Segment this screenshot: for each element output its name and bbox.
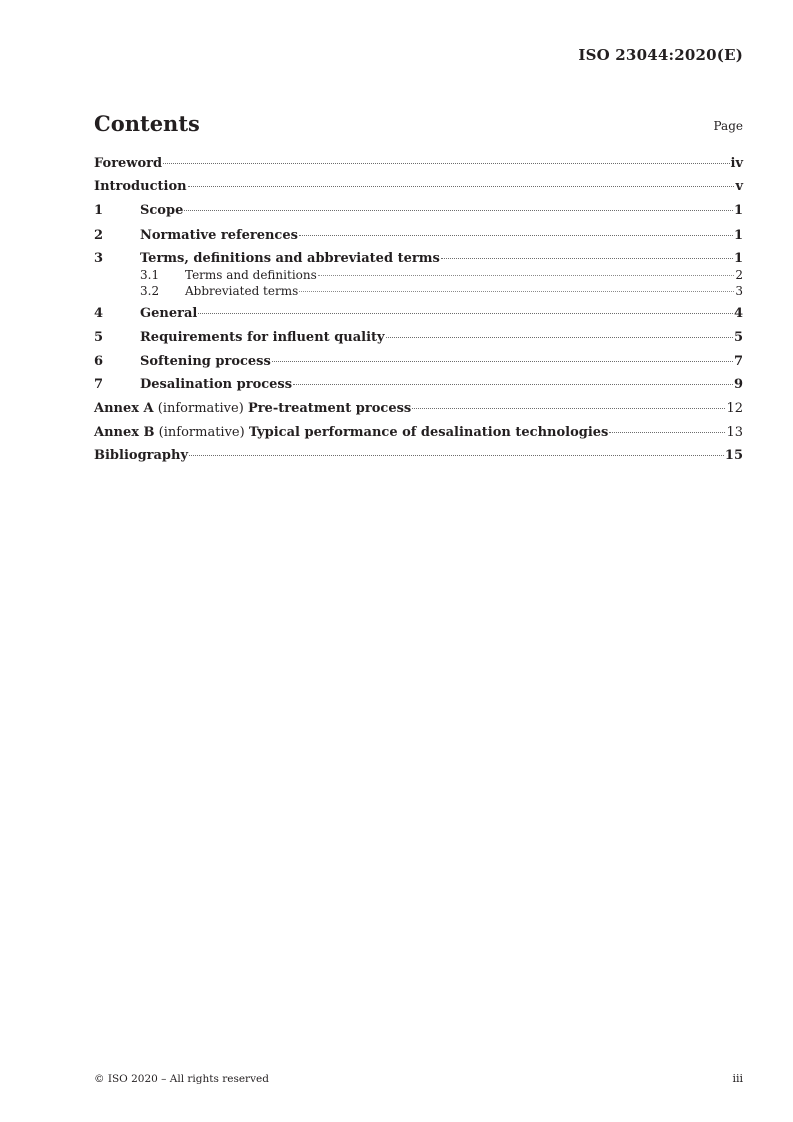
toc-entry-normative-references[interactable] — [94, 228, 743, 244]
dot-leader — [318, 275, 735, 276]
annex-label: Annex A — [94, 401, 154, 416]
toc-entry-foreword[interactable] — [94, 156, 743, 172]
copyright-notice: © ISO 2020 – All rights reserved — [94, 1073, 269, 1085]
toc-entry-page: iv — [730, 156, 743, 171]
toc-entry-annex-a[interactable] — [94, 401, 743, 417]
document-id: ISO 23044:2020(E) — [578, 46, 743, 64]
toc-entry-number: 6 — [94, 354, 104, 369]
toc-entry-number: 4 — [94, 306, 104, 321]
toc-entry-bibliography[interactable] — [94, 448, 743, 464]
toc-entry-page: 3 — [735, 284, 743, 298]
toc-entry-title: Terms, definitions and abbreviated terms — [140, 251, 440, 266]
toc-entry-title: Scope — [140, 203, 184, 218]
toc-entry-title: Bibliography — [94, 448, 189, 463]
toc-entry-number: 1 — [94, 203, 104, 218]
toc-entry-softening-process[interactable] — [94, 354, 743, 370]
dot-leader — [412, 408, 725, 409]
toc-entry-desalination-process[interactable] — [94, 377, 743, 393]
toc-entry-title: Desalination process — [140, 377, 293, 392]
toc-entry-page: 9 — [733, 377, 743, 392]
dot-leader — [184, 210, 733, 211]
contents-heading: Contents — [94, 111, 200, 136]
toc-entry-title: Requirements for influent quality — [140, 330, 385, 345]
dot-leader — [188, 186, 735, 187]
dot-leader — [272, 361, 733, 362]
dot-leader — [441, 258, 733, 259]
toc-entry-page: 2 — [735, 268, 743, 282]
toc-entry-number: 2 — [94, 228, 104, 243]
toc-entry-title: Foreword — [94, 156, 163, 171]
dot-leader — [609, 432, 725, 433]
toc-entry-page: 4 — [733, 306, 743, 321]
toc-entry-page: 5 — [733, 330, 743, 345]
dot-leader — [293, 384, 733, 385]
toc-subentry-abbreviated-terms[interactable] — [140, 284, 743, 298]
toc-entry-title: General — [140, 306, 198, 321]
annex-label: Annex B — [94, 425, 155, 440]
toc-entry-title: Abbreviated terms — [185, 284, 299, 298]
page-number: iii — [732, 1072, 743, 1085]
toc-entry-page: 12 — [726, 401, 743, 416]
toc-entry-page: 1 — [733, 251, 743, 266]
toc-entry-number: 3.2 — [140, 284, 160, 298]
dot-leader — [299, 291, 734, 292]
dot-leader — [299, 235, 733, 236]
toc-entry-title: Softening process — [140, 354, 271, 369]
toc-entry-general[interactable] — [94, 306, 743, 322]
toc-entry-title: Pre-treatment process — [247, 401, 412, 416]
toc-entry-scope[interactable] — [94, 203, 743, 219]
toc-entry-title: Introduction — [94, 179, 187, 194]
toc-entry-number: 7 — [94, 377, 104, 392]
toc-subentry-terms-and-definitions[interactable] — [140, 268, 743, 282]
toc-entry-influent-quality[interactable] — [94, 330, 743, 346]
toc-entry-title: Typical performance of desalination technologies — [248, 425, 609, 440]
toc-entry-page: 13 — [726, 425, 743, 440]
dot-leader — [198, 313, 733, 314]
dot-leader — [386, 337, 733, 338]
page-column-label: Page — [713, 119, 743, 133]
toc-entry-introduction[interactable] — [94, 179, 743, 195]
dot-leader — [189, 455, 724, 456]
annex-type: (informative) — [158, 425, 245, 440]
dot-leader — [163, 163, 729, 164]
toc-entry-page: v — [735, 179, 743, 194]
toc-entry-number: 5 — [94, 330, 104, 345]
toc-entry-terms-definitions[interactable] — [94, 251, 743, 267]
toc-entry-title: Normative references — [140, 228, 298, 243]
toc-entry-page: 7 — [733, 354, 743, 369]
toc-entry-number: 3 — [94, 251, 104, 266]
toc-entry-page: 15 — [724, 448, 743, 463]
toc-entry-page: 1 — [733, 228, 743, 243]
toc-entry-number: 3.1 — [140, 268, 160, 282]
annex-type: (informative) — [157, 401, 244, 416]
toc-entry-title: Terms and definitions — [185, 268, 317, 282]
toc-entry-page: 1 — [733, 203, 743, 218]
toc-entry-annex-b[interactable] — [94, 425, 743, 441]
